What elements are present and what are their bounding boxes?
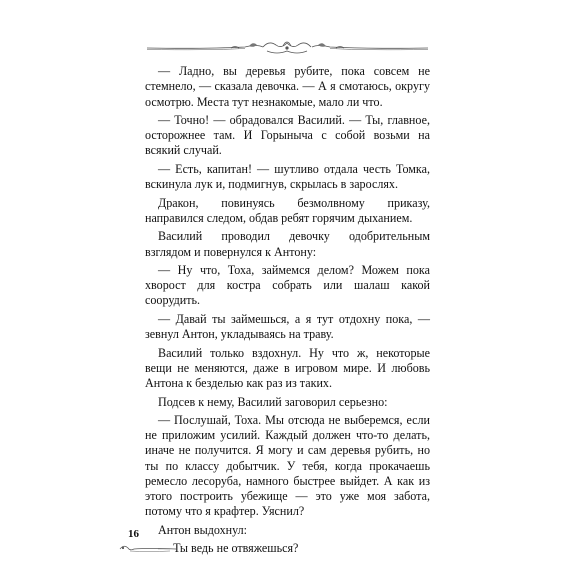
paragraph: Василий проводил девочку одобрительным взглядом и повернулся к Антону:	[145, 229, 430, 259]
paragraph: Подсев к нему, Василий заговорил серьезно:	[158, 394, 388, 409]
paragraph: — Ладно, вы деревья рубите, пока совсем не стемнело, — сказала девочка. — А я смотаюсь, округу осмотрю. Места тут незнакомые, мало ли что.	[145, 64, 430, 109]
page-footer	[118, 528, 178, 562]
paragraph: — Есть, капитан! — шутливо отдала честь Томка, вскинула лук и, подмигнув, скрылась в зарослях.	[145, 161, 430, 192]
paragraph: — Ты ведь не отвяжешься?	[158, 541, 299, 556]
paragraph: — Послушай, Тоха. Мы отсюда не выберемся, если не приложим усилий. Каждый должен что-то делать, иначе не получится. Я могу и сам деревья рубить, но ты по классу добытчик. У тебя, когда прокачаешь ремесло лесоруба, намного быстрее выйдет. А как из этого построить убежище — это уже моя забота, потому что я крафтер. Уяснил?	[145, 412, 430, 519]
decorative-header-flourish	[145, 36, 430, 58]
chapter-text	[145, 64, 430, 560]
paragraph: — Ну что, Тоха, займемся делом? Можем пока хворост для костра собрать или шалаш какой соорудить.	[145, 262, 430, 308]
paragraph: Василий только вздохнул. Ну что ж, некоторые вещи не меняются, даже в игровом мире. И любовь Антона к безделью как раз из таких.	[145, 345, 430, 391]
paragraph: — Давай ты займешься, а я тут отдохну пока, — зевнул Антон, укладываясь на траву.	[145, 311, 430, 342]
paragraph: — Точно! — обрадовался Василий. — Ты, главное, осторожнее там. И Горыныча с собой возьми на всякий случай.	[145, 112, 430, 158]
decorative-footer-flourish	[118, 542, 178, 556]
paragraph: Дракон, повинуясь безмолвному приказу, направился следом, обдав ребят горячим дыханием.	[145, 195, 430, 225]
paragraph: Антон выдохнул:	[158, 522, 248, 537]
page-number: 16	[128, 528, 139, 540]
